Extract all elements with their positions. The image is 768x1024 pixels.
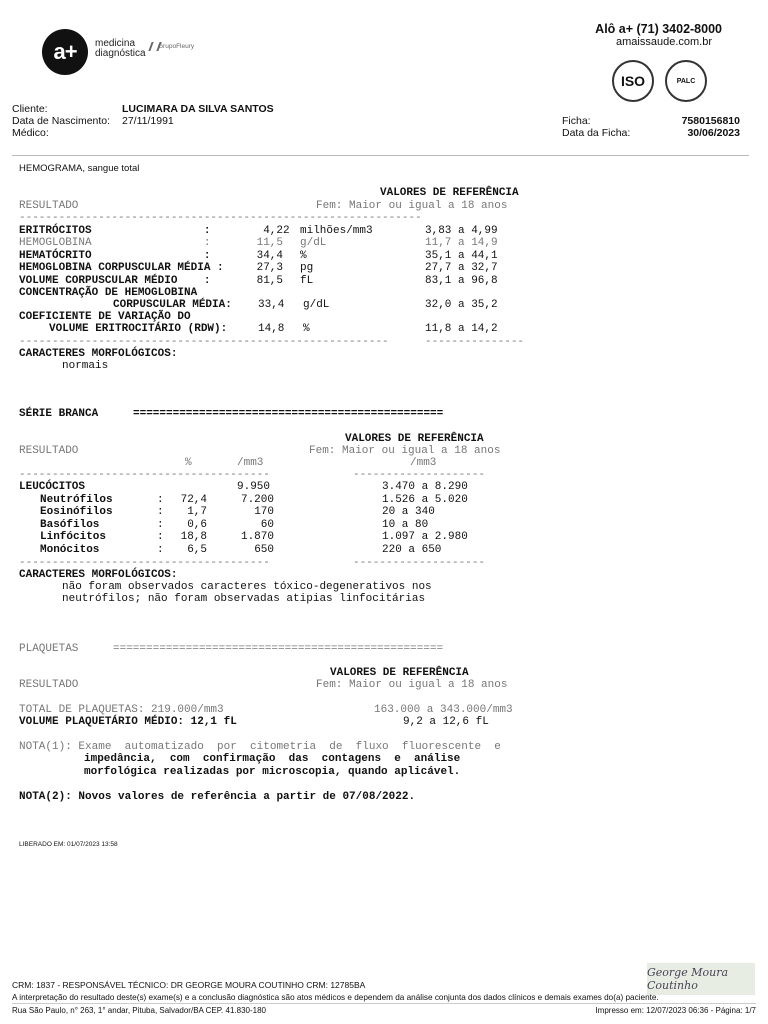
- red-row-ref: 35,1 a 44,1: [425, 249, 498, 262]
- rdw-label-2: VOLUME ERITROCITÁRIO (RDW):: [49, 323, 228, 335]
- footer-disclaimer: A interpretação do resultado deste(s) exame(s) e a conclusão diagnóstica são atos médicos e dependem da análise conjunta dos dados clínicos e demais exames do(a) paciente.: [12, 993, 659, 1002]
- white-row-abs: 60: [260, 518, 274, 531]
- red-row-unit: milhões/mm3: [300, 225, 373, 237]
- ref-sub-white: Fem: Maior ou igual a 18 anos: [309, 445, 501, 457]
- col-ref-mm3: /mm3: [410, 457, 437, 469]
- red-row-ref: 3,83 a 4,99: [425, 225, 498, 237]
- red-row-label: ERITRÓCITOS :: [19, 225, 211, 237]
- morph-text-white-2: neutrófilos; não foram observadas atipias linfocitárias: [62, 593, 426, 605]
- red-row-ref: 27,7 a 32,7: [425, 262, 498, 275]
- red-row-unit: g/dL: [300, 237, 327, 250]
- white-row-ref: 1.526 a 5.020: [382, 494, 468, 506]
- col-mm3: /mm3: [237, 457, 264, 469]
- footer-printed: Impresso em: 12/07/2023 06:36 - Página: 1/7: [595, 1006, 756, 1015]
- ficha-value: 7580156810: [681, 115, 740, 127]
- white-row-ref: 1.097 a 2.980: [382, 531, 468, 544]
- separator-white-b: --------------------: [353, 469, 486, 481]
- leucocitos-value: 9.950: [237, 481, 271, 493]
- resultado-label-plaq: RESULTADO: [19, 679, 79, 691]
- white-row-colon: :: [157, 543, 164, 556]
- morph-title-white: CARACTERES MORFOLÓGICOS:: [19, 569, 178, 581]
- ref-sub-plaq: Fem: Maior ou igual a 18 anos: [316, 679, 508, 691]
- footer-divider: [12, 1003, 756, 1004]
- white-row-colon: :: [157, 506, 164, 519]
- vpm-ref: 9,2 a 12,6 fL: [403, 716, 489, 728]
- ref-title-red: VALORES DE REFERÊNCIA: [380, 187, 519, 199]
- separator-white-d: --------------------: [353, 557, 486, 569]
- separator-red: -------------------------------------------------------------: [19, 212, 422, 224]
- nota1-line3: morfológica realizadas por microscopia, quando aplicável.: [84, 766, 461, 778]
- white-row-label: Linfócitos: [40, 531, 107, 544]
- signature-image: [647, 963, 755, 995]
- iso-seal-icon: [612, 60, 654, 102]
- ref-title-white: VALORES DE REFERÊNCIA: [345, 433, 484, 445]
- white-row-pct: 1,7: [187, 506, 207, 519]
- cliente-value: LUCIMARA DA SILVA SANTOS: [122, 103, 274, 115]
- white-row-pct: 6,5: [187, 543, 207, 556]
- nota2: NOTA(2): Novos valores de referência a partir de 07/08/2022.: [19, 791, 416, 803]
- signature-text: George Moura Coutinho: [647, 966, 729, 992]
- footer-crm: CRM: 1837 - RESPONSÁVEL TÉCNICO: DR GEORGE MOURA COUTINHO CRM: 12785BA: [12, 980, 366, 990]
- serie-branca-title: SÉRIE BRANCA: [19, 408, 99, 420]
- serie-branca-rule: ===============================================: [133, 408, 444, 420]
- total-plaquetas: TOTAL DE PLAQUETAS: 219.000/mm3: [19, 704, 224, 716]
- white-row-label: Neutrófilos: [40, 494, 113, 506]
- white-row-ref: 10 a 80: [382, 518, 429, 531]
- phone-number: Alô a+ (71) 3402-8000: [595, 22, 722, 36]
- white-row-ref: 20 a 340: [382, 506, 435, 519]
- website: amaissaude.com.br: [616, 36, 712, 48]
- nascimento-label: Data de Nascimento:: [12, 115, 111, 127]
- white-row-colon: :: [157, 518, 164, 531]
- palc-seal-icon: [665, 60, 707, 102]
- red-row-label: HEMOGLOBINA CORPUSCULAR MÉDIA :: [19, 262, 224, 275]
- white-row-pct: 0,6: [187, 518, 207, 531]
- col-pct: %: [185, 457, 192, 469]
- red-row-unit: pg: [300, 262, 314, 275]
- iso-seal-text: ISO: [620, 73, 646, 89]
- red-row-value: 11,5: [250, 237, 284, 250]
- nota1-line1: NOTA(1): Exame automatizado por citometria de fluxo fluorescente e: [19, 741, 501, 753]
- chcm-label-1: CONCENTRAÇÃO DE HEMOGLOBINA: [19, 287, 198, 299]
- ref-sub-red: Fem: Maior ou igual a 18 anos: [316, 200, 508, 212]
- separator-red-2a: --------------------------------------------------------: [19, 336, 389, 348]
- white-row-colon: :: [157, 494, 164, 506]
- leucocitos-label: LEUCÓCITOS: [19, 481, 86, 493]
- logo-line2: diagnóstica: [95, 48, 146, 59]
- white-row-pct: 18,8: [180, 531, 207, 544]
- chcm-label-2: CORPUSCULAR MÉDIA:: [113, 299, 232, 311]
- rdw-value: 14,8: [258, 323, 285, 335]
- rdw-ref: 11,8 a 14,2: [425, 323, 498, 335]
- red-row-ref: 11,7 a 14,9: [425, 237, 498, 250]
- liberado-em: LIBERADO EM: 01/07/2023 13:58: [19, 841, 118, 848]
- medico-label: Médico:: [12, 127, 49, 139]
- lab-logo: [42, 29, 88, 75]
- white-row-label: Monócitos: [40, 543, 100, 556]
- logo-line1: medicina: [95, 38, 136, 49]
- footer-address: Rua São Paulo, n° 263, 1° andar, Pituba, Salvador/BA CEP. 41.830-180: [12, 1006, 266, 1015]
- separator-white-c: --------------------------------------: [19, 557, 270, 569]
- chcm-value: 33,4: [258, 299, 285, 311]
- red-row-ref: 83,1 a 96,8: [425, 274, 498, 287]
- exam-title: HEMOGRAMA, sangue total: [19, 163, 140, 174]
- red-row-unit: fL: [300, 274, 314, 287]
- plaquetas-rule: ==================================================: [113, 643, 444, 655]
- red-row-value: 81,5: [250, 274, 284, 287]
- logo-text: [95, 39, 146, 59]
- chcm-unit: g/dL: [303, 299, 330, 311]
- white-row-abs: 7.200: [240, 494, 274, 506]
- red-row-value: 4,22: [250, 225, 290, 237]
- red-row-label: HEMATÓCRITO :: [19, 249, 211, 262]
- resultado-label-red: RESULTADO: [19, 200, 79, 212]
- nascimento-value: 27/11/1991: [122, 115, 174, 127]
- red-row-label: HEMOGLOBINA :: [19, 237, 211, 250]
- white-row-colon: :: [157, 531, 164, 544]
- rdw-unit: %: [303, 323, 310, 335]
- red-row-value: 34,4: [250, 249, 284, 262]
- plaquetas-title: PLAQUETAS: [19, 643, 79, 655]
- white-row-abs: 1.870: [240, 531, 274, 544]
- red-row-value: 27,3: [250, 262, 284, 275]
- resultado-label-white: RESULTADO: [19, 445, 79, 457]
- header-divider: [12, 155, 749, 156]
- white-row-pct: 72,4: [180, 494, 207, 506]
- white-row-ref: 220 a 650: [382, 543, 442, 556]
- white-row-label: Eosinófilos: [40, 506, 113, 519]
- morph-text-white-1: não foram observados caracteres tóxico-degenerativos nos: [62, 581, 432, 593]
- chcm-ref: 32,0 a 35,2: [425, 299, 498, 311]
- separator-red-2b: ---------------: [425, 336, 525, 348]
- separator-white-a: --------------------------------------: [19, 469, 270, 481]
- white-row-abs: 170: [254, 506, 274, 519]
- vpm: VOLUME PLAQUETÁRIO MÉDIO: 12,1 fL: [19, 716, 237, 728]
- white-row-abs: 650: [254, 543, 274, 556]
- morph-title-red: CARACTERES MORFOLÓGICOS:: [19, 348, 178, 360]
- ficha-label: Ficha:: [562, 115, 591, 127]
- cliente-label: Cliente:: [12, 103, 48, 115]
- red-row-label: VOLUME CORPUSCULAR MÉDIO :: [19, 274, 211, 287]
- red-row-unit: %: [300, 249, 307, 262]
- ref-title-plaq: VALORES DE REFERÊNCIA: [330, 667, 469, 679]
- morph-text-red: normais: [62, 360, 109, 372]
- data-ficha-label: Data da Ficha:: [562, 127, 631, 139]
- palc-seal-text: PALC: [676, 77, 696, 85]
- group-logo: GrupoFleury: [158, 43, 195, 50]
- logo-mark: a+: [53, 39, 77, 64]
- white-row-label: Basófilos: [40, 518, 100, 531]
- total-plaquetas-ref: 163.000 a 343.000/mm3: [374, 704, 513, 716]
- nota1-line2: impedância, com confirmação das contagens e análise: [84, 753, 461, 765]
- rdw-label-1: COEFICIENTE DE VARIAÇÃO DO: [19, 311, 191, 323]
- leucocitos-ref: 3.470 a 8.290: [382, 481, 468, 493]
- data-ficha-value: 30/06/2023: [687, 127, 740, 139]
